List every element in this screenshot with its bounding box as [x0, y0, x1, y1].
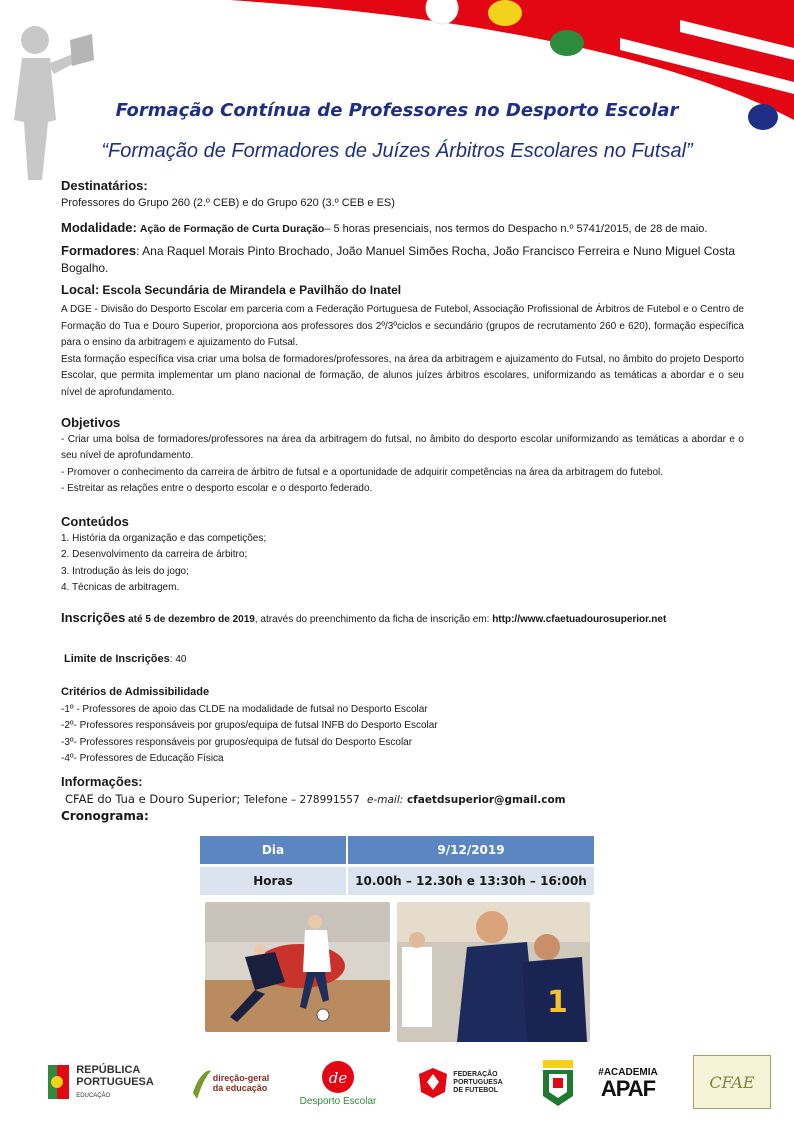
intro-paragraph-2: Esta formação específica visa criar uma bolsa de formadores/professores, na área da arbitragem e ajuizamento do Futsal, no âmbito do projeto Desporto Escolar, que permita implementar um plano nacional de formação, de alunos juízes árbitros escolares, uniformizando as temáticas a abordar e o seu nível de aprofundamento. [61, 353, 744, 398]
destinatarios-label: Destinatários: [61, 178, 148, 193]
cfae-logo [693, 1055, 771, 1109]
cronograma-label: Cronograma: [61, 809, 149, 823]
republica-portuguesa-logo [46, 1055, 156, 1111]
dge-swoosh-icon [191, 1063, 213, 1103]
objetivos-label: Objetivos [61, 415, 121, 430]
formadores-section [61, 242, 744, 277]
table-cell-label: Horas [200, 867, 346, 895]
inscricoes-text: , através do preenchimento da ficha de inscrição em: [254, 614, 490, 625]
dge-line-1: direção-geral [212, 1073, 270, 1083]
apaf-logo [592, 1055, 664, 1111]
intro-section [61, 302, 744, 401]
limite-value: : 40 [169, 654, 187, 665]
partner-logos [0, 1055, 794, 1115]
svg-text:1: 1 [547, 985, 568, 1020]
formadores-text: : Ana Raquel Morais Pinto Brochado, João Manuel Simões Rocha, João Francisco Ferreira e Nuno Miguel Costa Bogalho. [61, 244, 736, 275]
cfae-text: CFAE [709, 1072, 755, 1092]
conteudo-item: 2. Desenvolvimento da carreira de árbitro; [61, 549, 248, 560]
fpf-line-3: DE FUTEBOL [453, 1087, 499, 1094]
objetivos-section [61, 415, 744, 498]
table-row [200, 867, 594, 895]
fpf-logo [410, 1055, 510, 1111]
modalidade-section [61, 220, 744, 238]
dge-logo [190, 1055, 270, 1111]
objetivo-item: - Criar uma bolsa de formadores/professores na área da arbitragem do futsal, no âmbito do desporto escolar uniformizando as temáticas a abordar e o seu nível de aprofundamento. [61, 433, 744, 461]
modalidade-value: Ação de Formação de Curta Duração [139, 223, 325, 235]
page-subtitle: “Formação de Formadores de Juízes Árbitros Escolares no Futsal” [101, 140, 693, 162]
school-crest-logo [540, 1055, 576, 1111]
desporto-escolar-text: Desporto Escolar [299, 1095, 377, 1107]
conteudos-section [61, 514, 744, 597]
inscricoes-section [61, 610, 744, 629]
limite-section [64, 651, 747, 669]
apaf-line-2: APAF [600, 1075, 656, 1101]
conteudos-label: Conteúdos [61, 514, 129, 529]
destinatarios-text: Professores do Grupo 260 (2.º CEB) e do Grupo 620 (3.º CEB e ES) [61, 196, 395, 209]
intro-paragraph-1: A DGE - Divisão do Desporto Escolar em parceria com a Federação Portuguesa de Futebol, Associação Profissional de Árbitros de Futebol e o Centro de Formação do Tua e Douro Superior, proporciona aos professores dos 2º/3ºciclos e secundário (grupos de recrutamento 260 e 620), formação específica para o ensino da arbitragem e ajuizamento do Futsal. [61, 304, 744, 348]
futsal-photo-2 [397, 902, 590, 1042]
inscricoes-url-link[interactable]: http://www.cfaetuadourosuperior.net [492, 614, 667, 625]
local-label: Local: [61, 282, 100, 297]
local-section [61, 282, 744, 300]
futsal-photo-1 [205, 902, 390, 1032]
table-cell-label: Dia [200, 836, 346, 864]
table-cell-value: 9/12/2019 [346, 836, 594, 864]
destinatarios-section [61, 178, 744, 211]
fpf-crest-icon [417, 1066, 449, 1100]
criterios-label: Critérios de Admissibilidade [61, 686, 210, 698]
criterio-item: -2º- Professores responsáveis por grupos/equipa de futsal INFB do Desporto Escolar [61, 720, 438, 731]
fpf-line-2: PORTUGUESA [453, 1079, 503, 1086]
informacoes-email-link[interactable]: cfaetdsuperior@gmail.com [406, 793, 566, 806]
formadores-label: Formadores [61, 243, 137, 258]
criterio-item: -4º- Professores de Educação Física [61, 753, 224, 764]
cronograma-table [200, 833, 594, 898]
conteudo-item: 3. Introdução às leis do jogo; [61, 565, 189, 577]
desporto-escolar-icon [321, 1060, 355, 1094]
conteudo-item: 4. Técnicas de arbitragem. [61, 582, 180, 593]
criterios-section [61, 684, 744, 768]
school-crest-icon [541, 1058, 575, 1108]
svg-text:de: de [328, 1068, 348, 1087]
objetivo-item: - Estreitar as relações entre o desporto escolar e o desporto federado. [61, 483, 373, 494]
desporto-escolar-logo [288, 1055, 388, 1111]
table-cell-value: 10.00h – 12.30h e 13:30h – 16:00h [346, 867, 594, 895]
inscricoes-deadline: até 5 de dezembro de 2019 [128, 614, 255, 625]
criterio-item: -1º - Professores de apoio das CLDE na modalidade de futsal no Desporto Escolar [61, 703, 428, 715]
modalidade-text: – 5 horas presenciais, nos termos do Despacho n.º 5741/2015, de 28 de maio. [324, 223, 708, 235]
conteudo-item: 1. História da organização e das competições; [61, 532, 267, 544]
inscricoes-label: Inscrições [61, 610, 126, 625]
informacoes-section [61, 774, 744, 825]
fpf-line-1: FEDERAÇÃO [453, 1071, 498, 1078]
informacoes-phone: Telefone – 278991557 [243, 793, 360, 806]
republica-line-3: EDUCAÇÃO [76, 1093, 111, 1099]
informacoes-entity: CFAE do Tua e Douro Superior; [65, 791, 241, 806]
republica-line-2: PORTUGUESA [76, 1076, 154, 1088]
apaf-line-1: #ACADEMIA [598, 1066, 658, 1078]
local-text: Escola Secundária de Mirandela e Pavilhão do Inatel [102, 283, 402, 297]
limite-label: Limite de Inscrições [64, 653, 170, 665]
page-title: Formação Contínua de Professores no Desporto Escolar [115, 100, 679, 121]
modalidade-label: Modalidade: [61, 220, 137, 235]
dge-line-2: da educação [212, 1083, 268, 1093]
objetivo-item: - Promover o conhecimento da carreira de árbitro de futsal e a oportunidade de adquirir competências na área da arbitragem do futebol. [61, 466, 664, 478]
republica-line-1: REPÚBLICA [76, 1064, 141, 1076]
republica-emblem-icon [48, 1063, 72, 1103]
table-row [200, 836, 594, 864]
informacoes-label: Informações: [61, 774, 143, 789]
informacoes-email-label: e-mail: [366, 793, 404, 806]
criterio-item: -3º- Professores responsáveis por grupos/equipa de futsal do Desporto Escolar [61, 736, 413, 748]
